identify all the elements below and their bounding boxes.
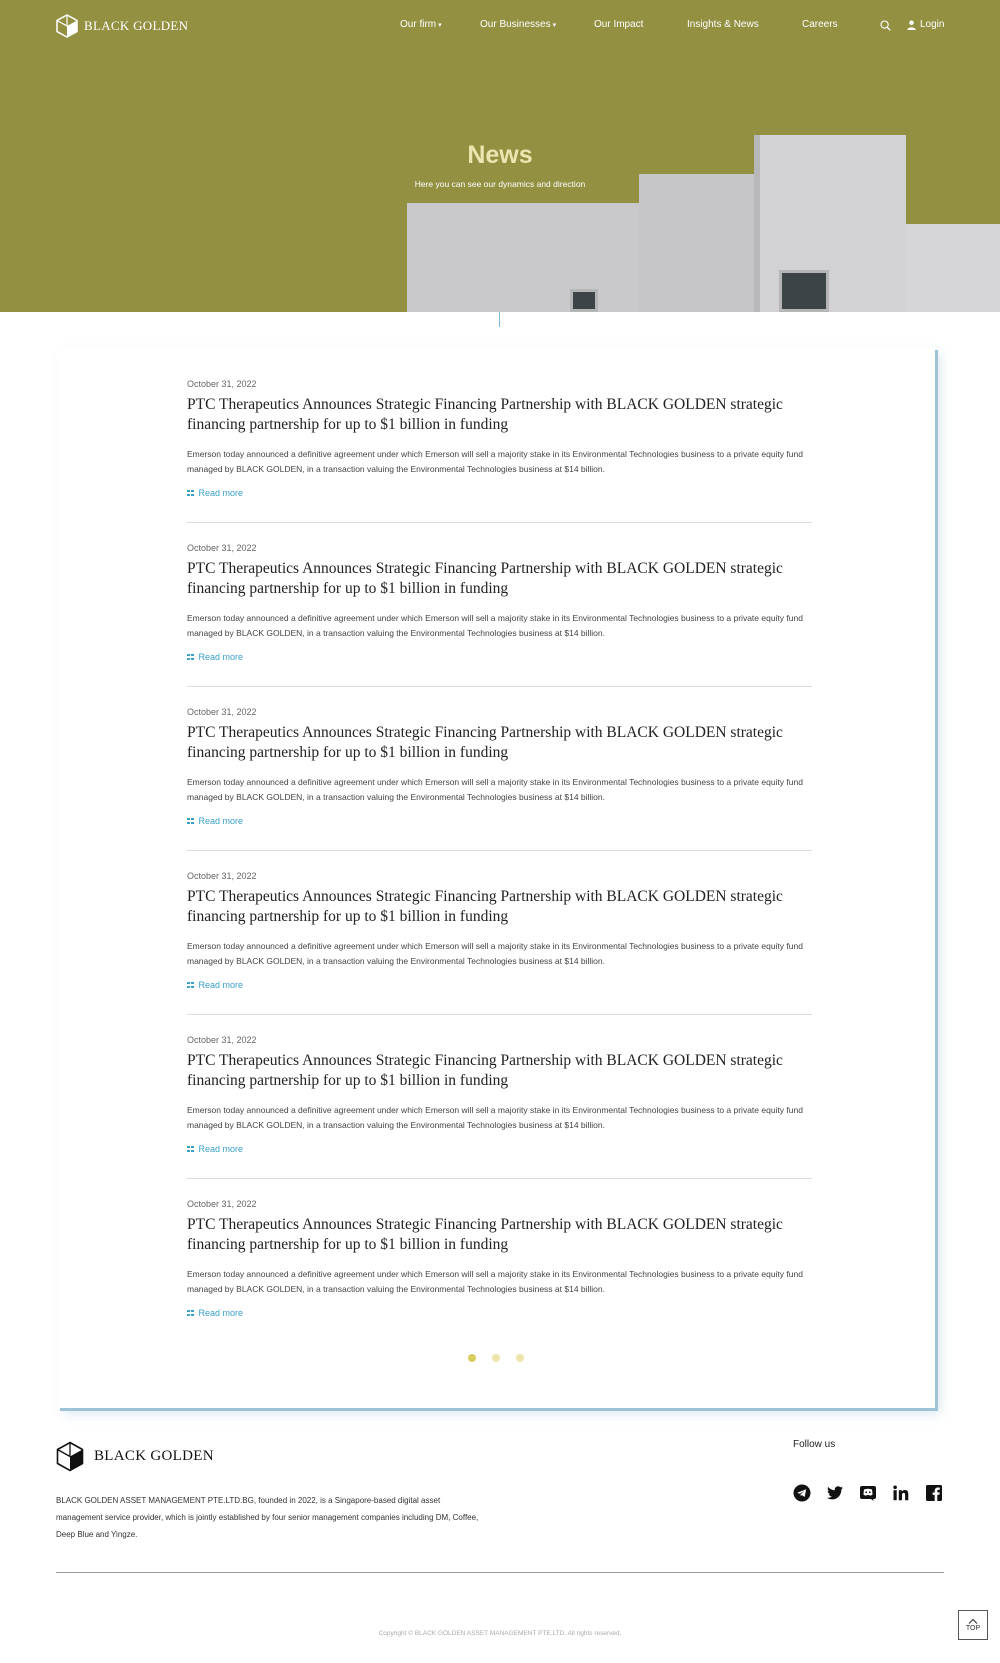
news-item <box>187 871 812 990</box>
back-to-top-button[interactable] <box>958 1610 988 1640</box>
cube-logo-icon <box>56 1441 84 1472</box>
hero-divider-line <box>499 312 500 327</box>
page-title: News <box>467 141 533 169</box>
read-more-link[interactable] <box>187 980 812 990</box>
read-more-link[interactable] <box>187 488 812 498</box>
news-item <box>187 1199 812 1318</box>
news-excerpt: Emerson today announced a definitive agreement under which Emerson will sell a majority stake in its Environmental Technologies business to a private equity fund managed by BLACK GOLDEN, in a transaction valuing the Environmental Technologies business at $14 billion. <box>187 777 803 802</box>
news-title[interactable]: PTC Therapeutics Announces Strategic Financing Partnership with BLACK GOLDEN strategic financing partnership for up to $1 billion in funding <box>187 560 783 597</box>
read-more-label: Read more <box>198 488 244 498</box>
search-icon[interactable] <box>880 20 891 31</box>
page-dot-1[interactable] <box>468 1354 476 1362</box>
cube-logo-icon <box>56 14 78 38</box>
news-title[interactable]: PTC Therapeutics Announces Strategic Financing Partnership with BLACK GOLDEN strategic financing partnership for up to $1 billion in funding <box>187 1052 783 1089</box>
grid-icon <box>187 1310 194 1317</box>
footer-brand-name: BLACK GOLDEN <box>94 1448 214 1464</box>
read-more-label: Read more <box>198 1144 244 1154</box>
news-excerpt: Emerson today announced a definitive agreement under which Emerson will sell a majority stake in its Environmental Technologies business to a private equity fund managed by BLACK GOLDEN, in a transaction valuing the Environmental Technologies business at $14 billion. <box>187 449 803 474</box>
news-title[interactable]: PTC Therapeutics Announces Strategic Financing Partnership with BLACK GOLDEN strategic financing partnership for up to $1 billion in funding <box>187 396 783 433</box>
chevron-down-icon: ▾ <box>438 22 442 29</box>
news-date: October 31, 2022 <box>187 543 257 553</box>
building-block <box>407 203 640 312</box>
nav-insights-news[interactable] <box>687 19 759 30</box>
news-title[interactable]: PTC Therapeutics Announces Strategic Financing Partnership with BLACK GOLDEN strategic financing partnership for up to $1 billion in funding <box>187 1216 783 1253</box>
nav-label: Our Businesses <box>480 19 551 30</box>
telegram-icon[interactable] <box>793 1484 811 1502</box>
brand-name: BLACK GOLDEN <box>84 18 189 33</box>
top-nav <box>0 0 1000 52</box>
grid-icon <box>187 490 194 497</box>
read-more-link[interactable] <box>187 1144 812 1154</box>
login-link[interactable] <box>907 19 944 30</box>
read-more-label: Read more <box>198 980 244 990</box>
nav-label: Careers <box>802 19 838 30</box>
read-more-link[interactable] <box>187 652 812 662</box>
login-label: Login <box>920 19 945 30</box>
building-window <box>779 270 829 312</box>
news-list-card <box>57 347 935 1408</box>
hero-banner <box>0 0 1000 312</box>
news-divider <box>187 850 812 851</box>
twitter-icon[interactable] <box>826 1484 844 1502</box>
discord-icon[interactable] <box>859 1484 877 1502</box>
footer-divider <box>56 1572 944 1573</box>
user-icon <box>907 20 916 30</box>
linkedin-icon[interactable] <box>892 1484 910 1502</box>
brand-logo[interactable] <box>56 14 188 38</box>
nav-our-businesses[interactable] <box>480 19 556 30</box>
read-more-link[interactable] <box>187 816 812 826</box>
nav-our-firm[interactable] <box>400 19 442 30</box>
news-excerpt: Emerson today announced a definitive agreement under which Emerson will sell a majority stake in its Environmental Technologies business to a private equity fund managed by BLACK GOLDEN, in a transaction valuing the Environmental Technologies business at $14 billion. <box>187 941 803 966</box>
grid-icon <box>187 654 194 661</box>
footer-logo[interactable] <box>56 1441 214 1472</box>
news-excerpt: Emerson today announced a definitive agreement under which Emerson will sell a majority stake in its Environmental Technologies business to a private equity fund managed by BLACK GOLDEN, in a transaction valuing the Environmental Technologies business at $14 billion. <box>187 1269 803 1294</box>
chevron-up-icon <box>968 1618 978 1624</box>
read-more-label: Read more <box>198 652 244 662</box>
news-item <box>187 543 812 662</box>
back-to-top-label: TOP <box>965 1625 981 1632</box>
nav-label: Our Impact <box>594 19 644 30</box>
news-item <box>187 707 812 826</box>
facebook-icon[interactable] <box>925 1484 943 1502</box>
pagination <box>57 1354 935 1362</box>
nav-our-impact[interactable] <box>594 19 643 30</box>
news-date: October 31, 2022 <box>187 871 257 881</box>
news-excerpt: Emerson today announced a definitive agreement under which Emerson will sell a majority stake in its Environmental Technologies business to a private equity fund managed by BLACK GOLDEN, in a transaction valuing the Environmental Technologies business at $14 billion. <box>187 613 803 638</box>
grid-icon <box>187 1146 194 1153</box>
social-links <box>793 1484 943 1502</box>
news-divider <box>187 1178 812 1179</box>
page-dot-3[interactable] <box>516 1354 524 1362</box>
follow-us-label: Follow us <box>793 1439 836 1450</box>
read-more-label: Read more <box>198 816 244 826</box>
page-dot-2[interactable] <box>492 1354 500 1362</box>
news-date: October 31, 2022 <box>187 707 257 717</box>
nav-label: Our firm <box>400 19 437 30</box>
news-date: October 31, 2022 <box>187 1035 257 1045</box>
read-more-link[interactable] <box>187 1308 812 1318</box>
news-date: October 31, 2022 <box>187 379 257 389</box>
building-block <box>639 174 754 312</box>
building-window <box>570 289 598 312</box>
news-divider <box>187 686 812 687</box>
grid-icon <box>187 982 194 989</box>
chevron-down-icon: ▾ <box>552 22 557 29</box>
news-title[interactable]: PTC Therapeutics Announces Strategic Financing Partnership with BLACK GOLDEN strategic financing partnership for up to $1 billion in funding <box>187 888 783 925</box>
footer-description: BLACK GOLDEN ASSET MANAGEMENT PTE.LTD.BG, founded in 2022, is a Singapore-based digital asset management service provider, which is jointly established by four senior management companies including DM, Coffee, Deep Blue and Yingze. <box>56 1496 479 1539</box>
news-excerpt: Emerson today announced a definitive agreement under which Emerson will sell a majority stake in its Environmental Technologies business to a private equity fund managed by BLACK GOLDEN, in a transaction valuing the Environmental Technologies business at $14 billion. <box>187 1105 803 1130</box>
nav-label: Insights & News <box>687 19 759 30</box>
copyright-text: Copyright © BLACK GOLDEN ASSET MANAGEMENT PTE.LTD. All rights reserved. <box>378 1630 622 1637</box>
read-more-label: Read more <box>198 1308 244 1318</box>
building-block <box>905 224 1000 312</box>
grid-icon <box>187 818 194 825</box>
news-title[interactable]: PTC Therapeutics Announces Strategic Financing Partnership with BLACK GOLDEN strategic financing partnership for up to $1 billion in funding <box>187 724 783 761</box>
news-divider <box>187 1014 812 1015</box>
news-date: October 31, 2022 <box>187 1199 257 1209</box>
news-item <box>187 379 812 498</box>
page-subtitle: Here you can see our dynamics and direction <box>414 179 586 189</box>
nav-careers[interactable] <box>802 19 838 30</box>
news-item <box>187 1035 812 1154</box>
news-divider <box>187 522 812 523</box>
